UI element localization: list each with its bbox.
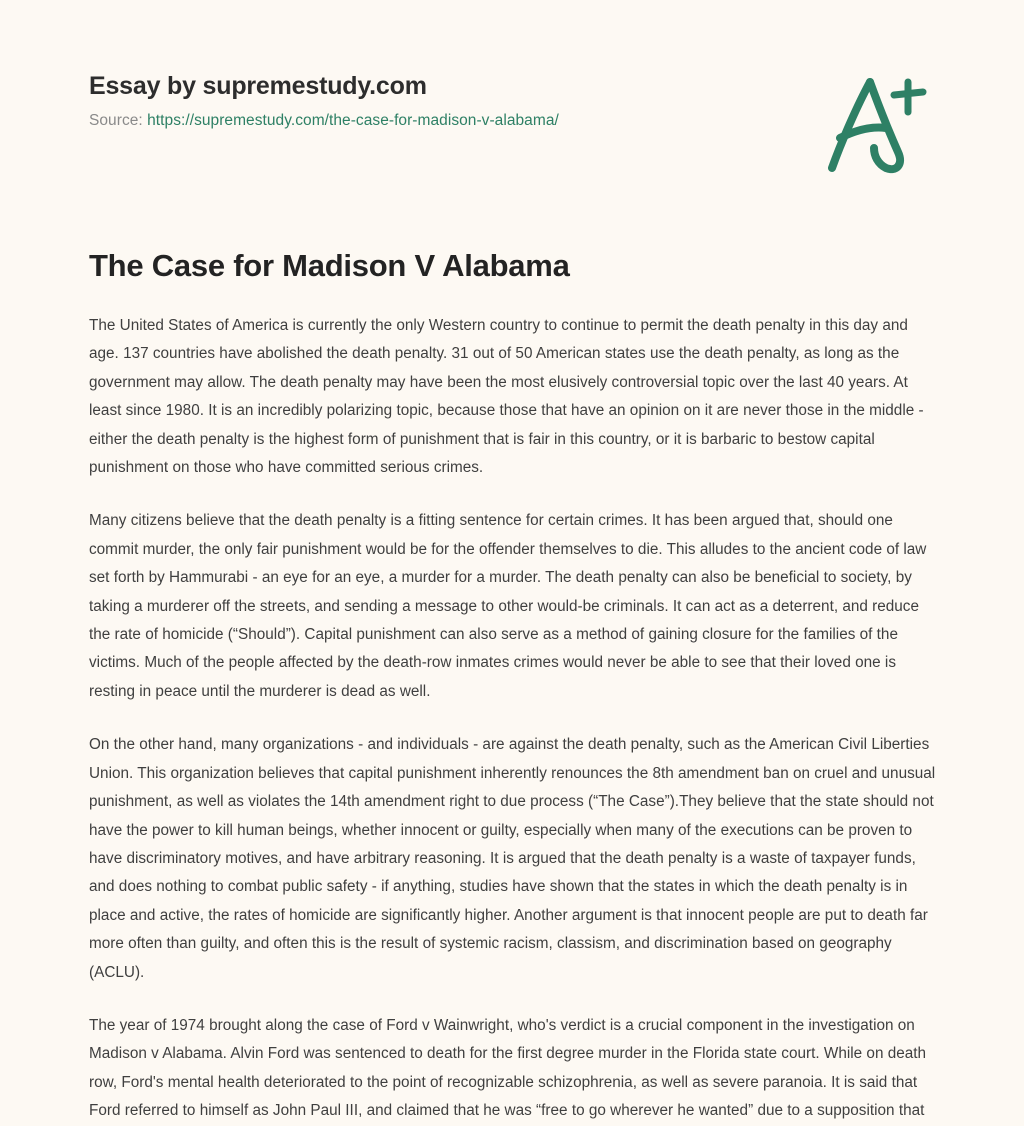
paragraph: The year of 1974 brought along the case of Ford v Wainwright, who's verdict is a crucial component in the investigation on Madison v Alabama. Alvin Ford was sentenced to death for the first degree murder in the Florida state court. While on death row, Ford's mental health deteriorated to the point of recognizable schizophrenia, as well as severe paranoia. It is said that Ford referred to himself as John Paul III, and claimed that he was “free to go wherever he wanted” due to a supposition that xyxy=(89,1016,927,1120)
source-url-link[interactable]: https://supremestudy.com/the-case-for-madison-v-alabama/ xyxy=(147,112,559,129)
a-plus-logo-icon xyxy=(816,68,936,178)
essay-body xyxy=(89,312,937,1126)
page-title: The Case for Madison V Alabama xyxy=(89,248,570,283)
paragraph: Many citizens believe that the death penalty is a fitting sentence for certain crimes. It has been argued that, should one commit murder, the only fair punishment would be for the offender themselves to die. This alludes to the ancient code of law set forth by Hammurabi - an eye for an eye, a murder for a murder. The death penalty can also be beneficial to society, by taking a murderer off the streets, and sending a message to other would-be criminals. It can act as a deterrent, and reduce the rate of homicide (“Should”). Capital punishment can also serve as a method of gaining closure for the families of the victims. Much of the people affected by the death-row inmates crimes would never be able to see that their loved one is resting in peace until the murderer is dead as well. xyxy=(89,512,927,700)
byline: Essay by supremestudy.com xyxy=(89,72,427,100)
page-header xyxy=(0,0,1024,200)
paragraph: The United States of America is currently the only Western country to continue to permit the death penalty in this day and age. 137 countries have abolished the death penalty. 31 out of 50 American states use the death penalty, as long as the government may allow. The death penalty may have been the most elusively controversial topic over the last 40 years. At least since 1980. It is an incredibly polarizing topic, because those that have an opinion on it are never those in the middle - either the death penalty is the highest form of punishment that is fair in this country, or it is barbaric to bestow capital punishment on those who have committed serious crimes. xyxy=(89,317,924,477)
source-line xyxy=(89,112,559,130)
paragraph: On the other hand, many organizations - and individuals - are against the death penalty, such as the American Civil Liberties Union. This organization believes that capital punishment inherently renounces the 8th amendment ban on cruel and unusual punishment, as well as violates the 14th amendment right to due process (“The Case”).They believe that the state should not have the power to kill human beings, whether innocent or guilty, especially when many of the executions can be proven to have discriminatory motives, and have arbitrary reasoning. It is argued that the death penalty is a waste of taxpayer funds, and does nothing to combat public safety - if anything, studies have shown that the states in which the death penalty is in place and active, the rates of homicide are significantly higher. Another argument is that innocent people are put to death far more often than guilty, and often this is the result of systemic racism, classism, and discrimination based on geography (ACLU). xyxy=(89,736,936,981)
source-label: Source: xyxy=(89,112,143,129)
a-plus-logo[interactable] xyxy=(816,68,936,178)
